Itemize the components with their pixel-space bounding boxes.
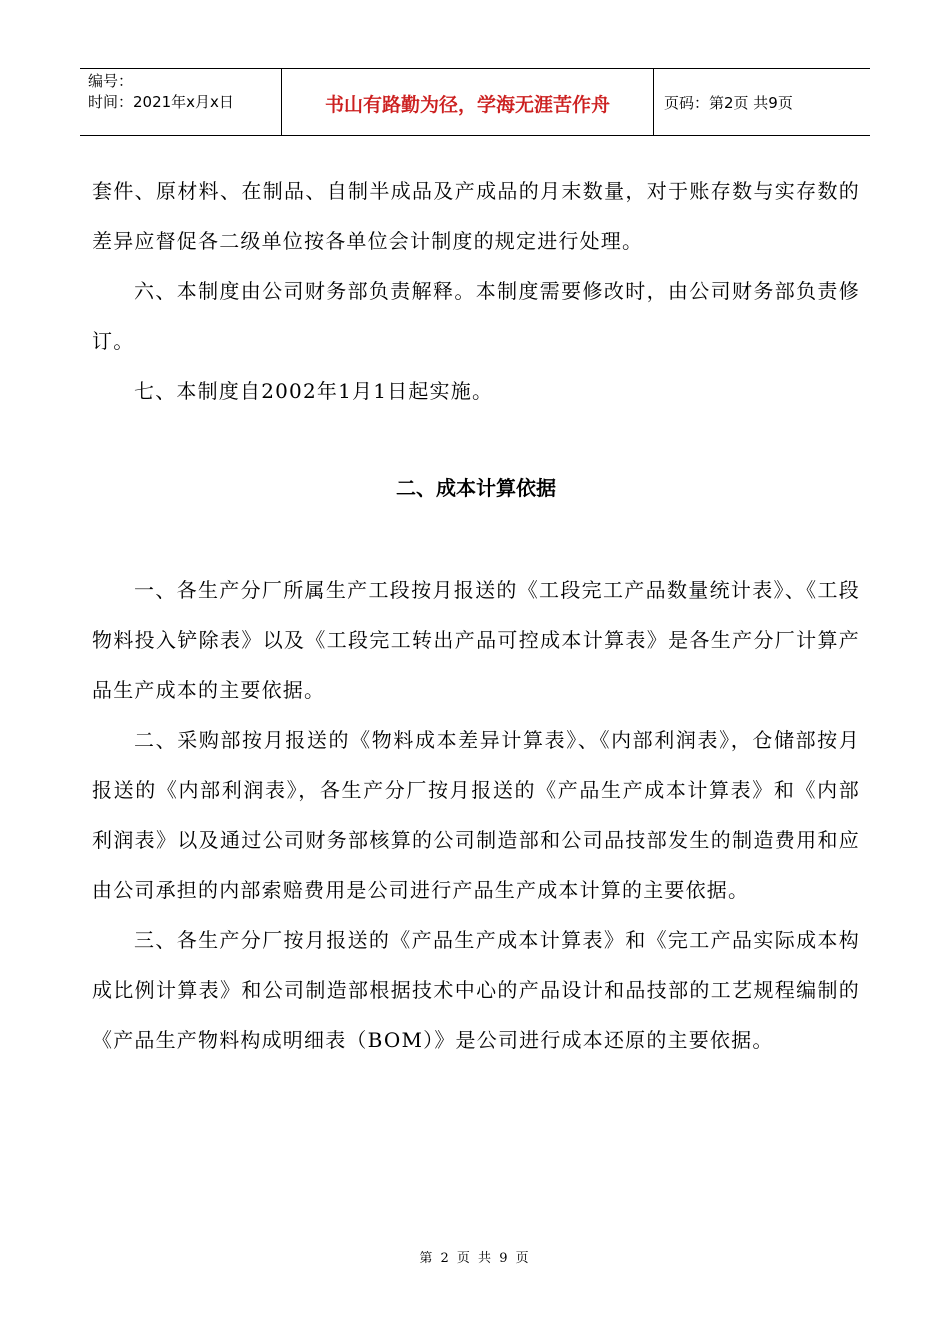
spacer (92, 513, 860, 565)
paragraph-six: 六、本制度由公司财务部负责解释。本制度需要修改时，由公司财务部负责修订。 (92, 279, 860, 353)
spacer (92, 416, 860, 463)
document-number-label: 编号： (88, 72, 134, 90)
item-one: 一、各生产分厂所属生产工段按月报送的《工段完工产品数量统计表》、《工段物料投入铲除表》以及《工段完工转出产品可控成本计算表》是各生产分厂计算产品生产成本的主要依据。 (92, 578, 860, 702)
page-footer (0, 1247, 950, 1266)
page-code-text: 页码：第2页 共9页 (664, 93, 793, 112)
page-header (80, 68, 870, 136)
footer-page-number: 第 2 页 共 9 页 (419, 1251, 531, 1266)
section-title: 二、成本计算依据 (396, 476, 556, 500)
header-meta (80, 69, 282, 135)
paragraph-seven: 七、本制度自2002年1月1日起实施。 (134, 379, 494, 403)
document-time: 时间：2021年x月x日 (88, 93, 234, 111)
header-page-code (654, 69, 870, 135)
paragraph-continued: 套件、原材料、在制品、自制半成品及产成品的月末数量，对于账存数与实存数的差异应督促各二级单位按各单位会计制度的规定进行处理。 (92, 179, 860, 253)
document-body (92, 166, 860, 1065)
header-motto (282, 69, 654, 135)
item-three: 三、各生产分厂按月报送的《产品生产成本计算表》和《完工产品实际成本构成比例计算表》和公司制造部根据技术中心的产品设计和品技部的工艺规程编制的《产品生产物料构成明细表（BOM）》是公司进行成本还原的主要依据。 (92, 928, 860, 1052)
motto-text: 书山有路勤为径，学海无涯苦作舟 (324, 93, 610, 116)
item-two: 二、采购部按月报送的《物料成本差异计算表》、《内部利润表》，仓储部按月报送的《内部利润表》，各生产分厂按月报送的《产品生产成本计算表》和《内部利润表》以及通过公司财务部核算的公司制造部和公司品技部发生的制造费用和应由公司承担的内部索赔费用是公司进行产品生产成本计算的主要依据。 (92, 728, 860, 902)
